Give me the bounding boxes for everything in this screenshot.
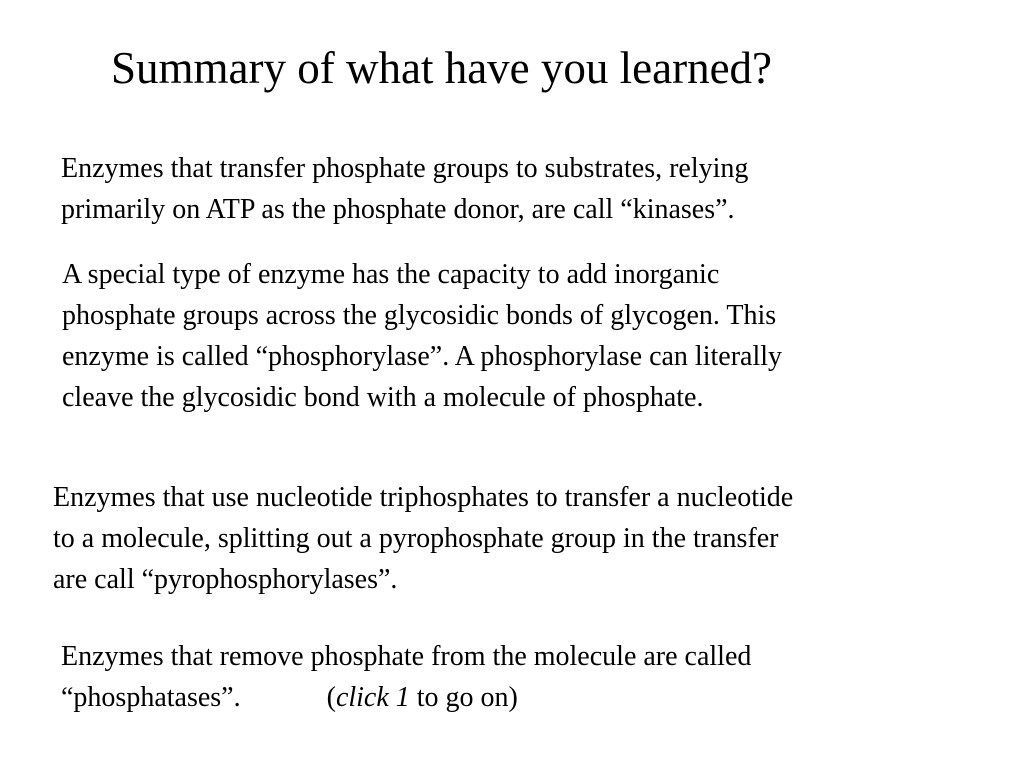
text-line: A special type of enzyme has the capacity to add inorganic — [62, 259, 720, 290]
text-line: cleave the glycosidic bond with a molecule of phosphate. — [62, 382, 704, 413]
text-line: primarily on ATP as the phosphate donor, are call “kinases”. — [61, 194, 735, 225]
go-on-text: to go on) — [409, 682, 518, 713]
paragraph-kinases — [61, 148, 748, 230]
text-line: are call “pyrophosphorylases”. — [53, 564, 398, 595]
paragraph-phosphorylase — [62, 254, 782, 418]
text-line: Enzymes that transfer phosphate groups to substrates, relying — [61, 153, 749, 184]
paragraph-pyrophosphorylases — [53, 477, 793, 600]
paragraph-phosphatases — [61, 636, 751, 718]
click-instruction[interactable] — [327, 682, 518, 713]
open-paren: ( — [326, 682, 336, 713]
click-1-label: click 1 — [335, 682, 410, 713]
text-line: phosphate groups across the glycosidic bonds of glycogen. This — [62, 300, 777, 331]
text-line: to a molecule, splitting out a pyrophosphate group in the transfer — [53, 523, 779, 554]
text-line: enzyme is called “phosphorylase”. A phosphorylase can literally — [62, 341, 783, 372]
text-line-with-instruction — [61, 677, 751, 718]
slide-title: Summary of what have you learned? — [111, 43, 773, 93]
phosphatases-text: “phosphatases”. — [61, 682, 241, 713]
text-line: Enzymes that remove phosphate from the molecule are called — [61, 641, 752, 672]
text-line: Enzymes that use nucleotide triphosphates to transfer a nucleotide — [53, 482, 794, 513]
